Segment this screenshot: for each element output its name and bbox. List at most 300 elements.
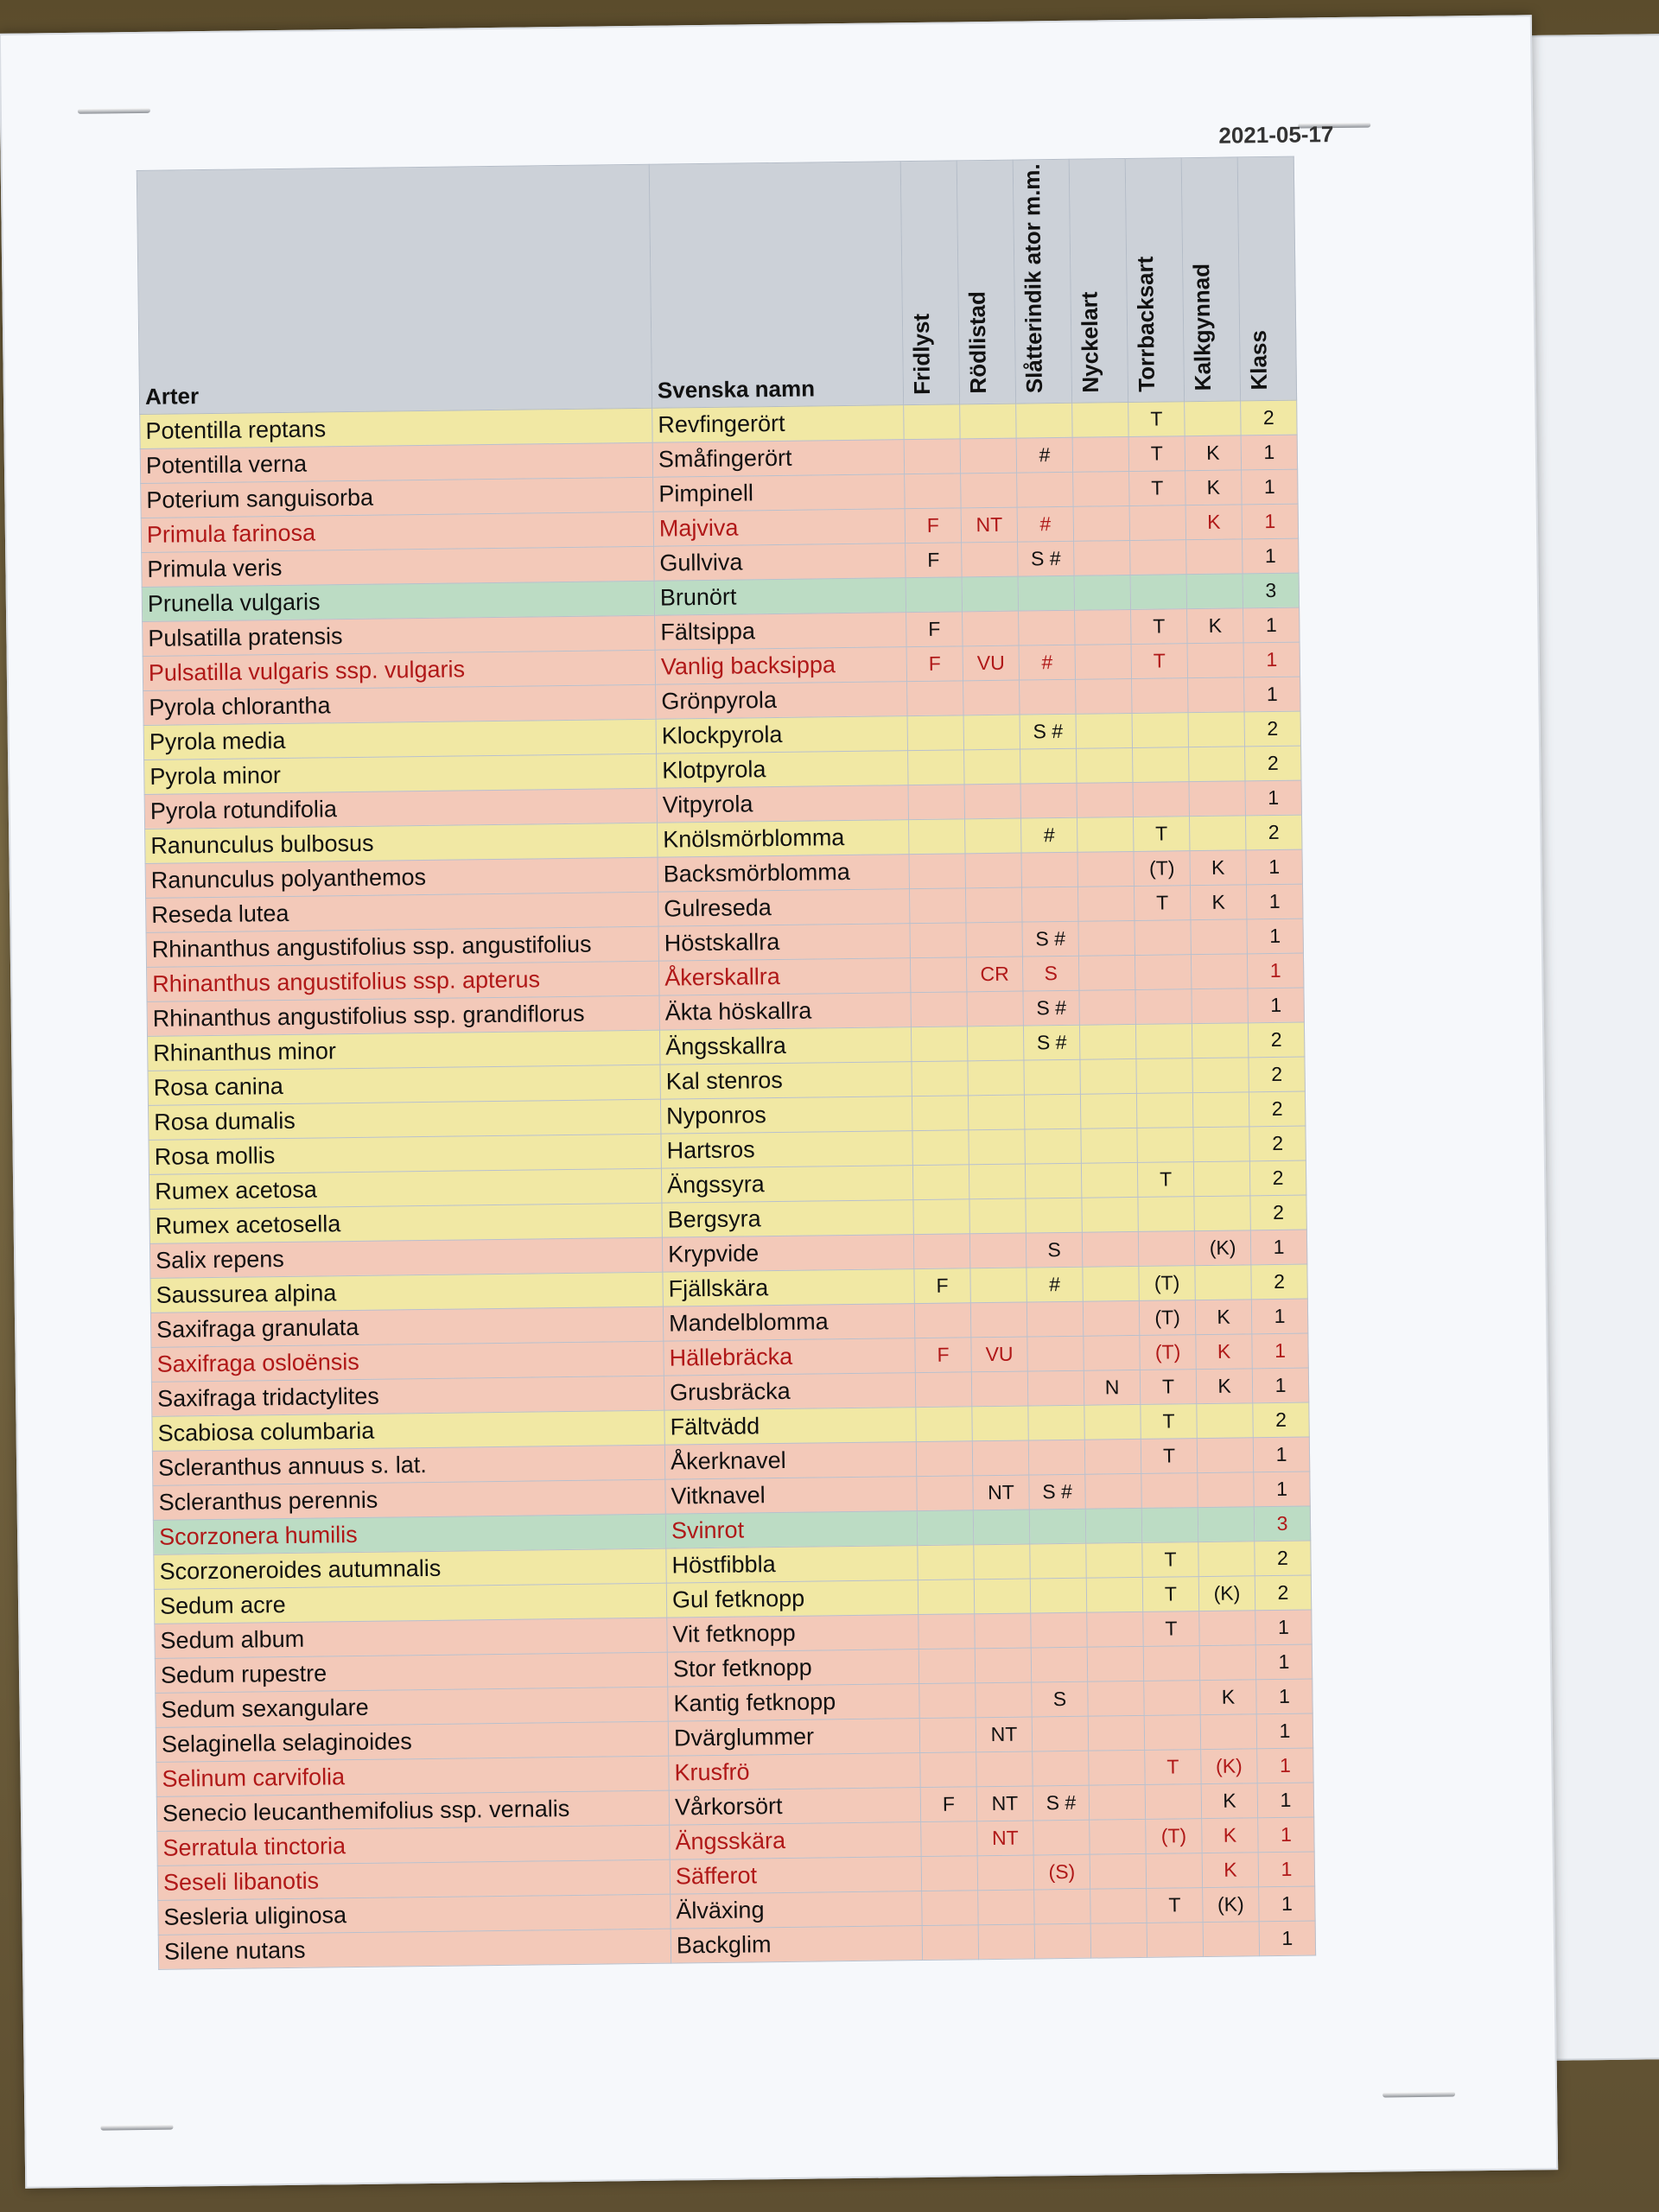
- species-latin-name: Sedum album: [155, 1618, 667, 1658]
- fridlyst-cell: [922, 1891, 978, 1926]
- kalkgynnad-cell: [1186, 539, 1243, 575]
- slatter-cell: [1020, 679, 1076, 715]
- kalkgynnad-cell: (K): [1194, 1230, 1250, 1266]
- klass-cell: 1: [1256, 1713, 1313, 1749]
- species-swedish-name: Ängsskallra: [659, 1027, 911, 1065]
- slatter-cell: [1030, 1578, 1086, 1613]
- species-swedish-name: Stor fetknopp: [667, 1649, 918, 1687]
- torrbacksart-cell: T: [1143, 1611, 1199, 1646]
- rodlistad-cell: VU: [963, 645, 1019, 681]
- kalkgynnad-cell: K: [1187, 608, 1243, 644]
- species-swedish-name: Ängsskära: [670, 1821, 921, 1859]
- torrbacksart-cell: T: [1134, 817, 1190, 852]
- slatter-cell: [1016, 403, 1072, 438]
- species-latin-name: Selinum carvifolia: [156, 1756, 669, 1796]
- kalkgynnad-cell: K: [1190, 850, 1246, 886]
- fridlyst-cell: F: [920, 1787, 976, 1822]
- fridlyst-cell: [917, 1476, 973, 1511]
- fridlyst-cell: [919, 1718, 976, 1753]
- slatter-cell: (S): [1033, 1854, 1090, 1890]
- fridlyst-cell: [918, 1649, 975, 1684]
- rodlistad-cell: [970, 1268, 1027, 1303]
- species-swedish-name: Klotpyrola: [657, 750, 908, 788]
- nyckelart-cell: [1083, 1300, 1139, 1336]
- slatter-cell: S #: [1020, 714, 1076, 749]
- torrbacksart-cell: [1132, 713, 1188, 748]
- slatter-cell: S: [1026, 1232, 1082, 1268]
- header-slatterindikator: Slåtterindik ator m.m.: [1013, 159, 1071, 404]
- species-latin-name: Scorzoneroides autumnalis: [154, 1548, 666, 1589]
- klass-cell: 1: [1251, 1299, 1307, 1334]
- klass-cell: 2: [1248, 1022, 1304, 1058]
- rodlistad-cell: [962, 542, 1018, 577]
- nyckelart-cell: [1074, 540, 1130, 575]
- klass-cell: 1: [1247, 953, 1303, 988]
- rodlistad-cell: [968, 1060, 1024, 1096]
- rodlistad-cell: [967, 991, 1023, 1027]
- species-latin-name: Senecio leucanthemifolius ssp. vernalis: [156, 1790, 669, 1831]
- fridlyst-cell: [912, 1096, 968, 1131]
- slatter-cell: [1028, 1440, 1084, 1475]
- rodlistad-cell: [968, 1095, 1024, 1130]
- fridlyst-cell: [915, 1372, 971, 1408]
- slatter-cell: [1029, 1509, 1085, 1544]
- species-swedish-name: Höstskallra: [658, 923, 910, 961]
- nyckelart-cell: [1082, 1197, 1138, 1232]
- torrbacksart-cell: T: [1131, 644, 1187, 679]
- kalkgynnad-cell: [1188, 712, 1244, 747]
- fridlyst-cell: [917, 1510, 973, 1546]
- fridlyst-cell: [911, 992, 967, 1027]
- klass-cell: 1: [1256, 1679, 1313, 1714]
- fridlyst-cell: [918, 1545, 974, 1580]
- kalkgynnad-cell: [1197, 1403, 1253, 1439]
- klass-cell: 1: [1259, 1886, 1315, 1922]
- kalkgynnad-cell: [1192, 1023, 1248, 1058]
- torrbacksart-cell: [1144, 1714, 1200, 1750]
- kalkgynnad-cell: (K): [1201, 1749, 1257, 1784]
- fridlyst-cell: [918, 1614, 975, 1649]
- nyckelart-cell: [1080, 1058, 1136, 1094]
- slatter-cell: [1027, 1370, 1084, 1406]
- species-swedish-name: Brunört: [654, 578, 906, 616]
- species-swedish-name: Gulreseda: [658, 888, 910, 926]
- slatter-cell: [1019, 610, 1075, 645]
- rodlistad-cell: NT: [973, 1475, 1029, 1510]
- klass-cell: 1: [1255, 1610, 1312, 1645]
- rodlistad-cell: [963, 611, 1019, 646]
- species-swedish-name: Grönpyrola: [656, 681, 907, 719]
- rodlistad-cell: [974, 1544, 1030, 1580]
- slatter-cell: #: [1016, 437, 1072, 473]
- torrbacksart-cell: [1147, 1922, 1203, 1957]
- nyckelart-cell: [1085, 1473, 1141, 1509]
- rodlistad-cell: [976, 1682, 1032, 1718]
- fridlyst-cell: [921, 1856, 977, 1891]
- klass-cell: 1: [1248, 988, 1304, 1023]
- slatter-cell: [1030, 1543, 1086, 1579]
- nyckelart-cell: [1072, 402, 1128, 437]
- torrbacksart-cell: T: [1141, 1403, 1197, 1439]
- kalkgynnad-cell: [1192, 988, 1248, 1024]
- kalkgynnad-cell: K: [1201, 1783, 1257, 1819]
- nyckelart-cell: [1079, 989, 1135, 1025]
- nyckelart-cell: [1081, 1128, 1137, 1163]
- torrbacksart-cell: [1135, 988, 1192, 1024]
- fridlyst-cell: [910, 923, 966, 958]
- staple: [78, 108, 150, 114]
- fridlyst-cell: [912, 1130, 969, 1166]
- fridlyst-cell: [904, 404, 960, 440]
- klass-cell: 2: [1255, 1575, 1311, 1611]
- nyckelart-cell: [1085, 1508, 1141, 1543]
- slatter-cell: S #: [1029, 1474, 1085, 1510]
- species-latin-name: Ranunculus polyanthemos: [145, 857, 658, 898]
- fridlyst-cell: [918, 1580, 974, 1615]
- klass-cell: 1: [1252, 1368, 1308, 1403]
- header-kalkgynnad: Kalkgynnad: [1181, 157, 1240, 402]
- nyckelart-cell: [1089, 1750, 1145, 1785]
- torrbacksart-cell: T: [1131, 609, 1187, 645]
- torrbacksart-cell: [1130, 540, 1186, 575]
- kalkgynnad-cell: (K): [1198, 1576, 1255, 1611]
- fridlyst-cell: [920, 1752, 976, 1788]
- species-latin-name: Sedum acre: [154, 1583, 666, 1624]
- species-latin-name: Rhinanthus angustifolius ssp. angustifolius: [146, 926, 658, 967]
- nyckelart-cell: [1075, 644, 1131, 679]
- species-swedish-name: Krypvide: [662, 1234, 913, 1272]
- torrbacksart-cell: (T): [1146, 1818, 1202, 1853]
- species-swedish-name: Vitpyrola: [657, 785, 908, 823]
- kalkgynnad-cell: [1188, 677, 1244, 713]
- species-latin-name: Sedum rupestre: [155, 1652, 667, 1693]
- torrbacksart-cell: (T): [1134, 851, 1190, 887]
- species-swedish-name: Fältsippa: [655, 612, 906, 650]
- rodlistad-cell: NT: [961, 507, 1017, 543]
- rodlistad-cell: [972, 1406, 1028, 1441]
- rodlistad-cell: [971, 1371, 1027, 1407]
- slatter-cell: [1027, 1336, 1084, 1371]
- kalkgynnad-cell: [1203, 1922, 1259, 1957]
- klass-cell: 1: [1242, 504, 1298, 539]
- kalkgynnad-cell: [1199, 1645, 1255, 1681]
- slatter-cell: [1033, 1820, 1090, 1855]
- nyckelart-cell: [1073, 505, 1129, 541]
- torrbacksart-cell: T: [1128, 436, 1185, 472]
- torrbacksart-cell: [1137, 1127, 1193, 1162]
- rodlistad-cell: NT: [976, 1717, 1032, 1752]
- rodlistad-cell: [975, 1648, 1031, 1683]
- klass-cell: 2: [1245, 815, 1301, 850]
- nyckelart-cell: [1079, 1024, 1135, 1059]
- species-latin-name: Pulsatilla vulgaris ssp. vulgaris: [143, 650, 655, 690]
- species-swedish-name: Klockpyrola: [656, 715, 907, 753]
- rodlistad-cell: [960, 438, 1016, 474]
- fridlyst-cell: [911, 1027, 967, 1062]
- species-latin-name: Pyrola chlorantha: [143, 684, 656, 725]
- fridlyst-cell: [916, 1441, 972, 1477]
- torrbacksart-cell: [1133, 747, 1189, 783]
- klass-cell: 3: [1243, 573, 1299, 608]
- fridlyst-cell: [913, 1234, 969, 1269]
- species-swedish-name: Nyponros: [660, 1096, 912, 1134]
- rodlistad-cell: [973, 1510, 1029, 1545]
- species-latin-name: Pyrola minor: [144, 753, 657, 794]
- species-latin-name: Rosa canina: [148, 1065, 660, 1105]
- species-swedish-name: Äkta höskallra: [659, 992, 911, 1030]
- klass-cell: 1: [1243, 538, 1299, 574]
- rodlistad-cell: [975, 1613, 1031, 1649]
- torrbacksart-cell: [1135, 1023, 1192, 1058]
- fridlyst-cell: F: [906, 612, 963, 647]
- slatter-cell: S: [1032, 1681, 1088, 1717]
- rodlistad-cell: [961, 473, 1017, 508]
- nyckelart-cell: [1087, 1646, 1143, 1681]
- species-swedish-name: Knölsmörblomma: [658, 819, 909, 857]
- klass-cell: 2: [1253, 1402, 1309, 1438]
- fridlyst-cell: [914, 1303, 970, 1338]
- slatter-cell: [1024, 1059, 1080, 1095]
- rodlistad-cell: NT: [977, 1821, 1033, 1856]
- slatter-cell: [1018, 575, 1074, 611]
- torrbacksart-cell: T: [1145, 1749, 1201, 1784]
- torrbacksart-cell: T: [1142, 1541, 1198, 1577]
- species-latin-name: Sedum sexangulare: [156, 1687, 668, 1727]
- rodlistad-cell: [960, 404, 1016, 439]
- species-swedish-name: Åkerknavel: [664, 1441, 916, 1479]
- rodlistad-cell: [978, 1924, 1034, 1960]
- klass-cell: 1: [1247, 918, 1303, 954]
- nyckelart-cell: [1086, 1577, 1142, 1612]
- kalkgynnad-cell: K: [1195, 1300, 1251, 1335]
- species-swedish-name: Höstfibbla: [666, 1545, 918, 1583]
- klass-cell: 1: [1243, 642, 1300, 677]
- nyckelart-cell: [1088, 1715, 1144, 1751]
- nyckelart-cell: [1086, 1542, 1142, 1578]
- slatter-cell: [1026, 1198, 1082, 1233]
- nyckelart-cell: [1090, 1819, 1146, 1854]
- klass-cell: 2: [1249, 1091, 1305, 1127]
- klass-cell: 2: [1241, 400, 1297, 435]
- slatter-cell: S #: [1033, 1785, 1089, 1821]
- header-arter: Arter: [137, 164, 652, 414]
- kalkgynnad-cell: K: [1196, 1334, 1252, 1370]
- nyckelart-cell: [1076, 713, 1132, 748]
- species-swedish-name: Vanlig backsippa: [655, 646, 906, 684]
- fridlyst-cell: [904, 439, 960, 474]
- species-swedish-name: Åkerskallra: [658, 957, 910, 995]
- species-latin-name: Scorzonera humilis: [153, 1514, 665, 1554]
- fridlyst-cell: [921, 1821, 977, 1857]
- kalkgynnad-cell: [1191, 954, 1247, 989]
- rodlistad-cell: [969, 1129, 1025, 1165]
- fridlyst-cell: [909, 819, 965, 855]
- species-latin-name: Poterium sanguisorba: [141, 477, 653, 518]
- slatter-cell: [1025, 1163, 1081, 1198]
- kalkgynnad-cell: [1198, 1507, 1254, 1542]
- torrbacksart-cell: (T): [1139, 1300, 1195, 1335]
- kalkgynnad-cell: [1192, 1092, 1249, 1128]
- nyckelart-cell: [1077, 817, 1134, 852]
- header-fridlyst: Fridlyst: [900, 161, 959, 405]
- nyckelart-cell: [1077, 886, 1134, 921]
- kalkgynnad-cell: [1189, 816, 1245, 851]
- species-swedish-name: Hällebräcka: [664, 1338, 915, 1376]
- kalkgynnad-cell: [1197, 1438, 1253, 1473]
- species-swedish-name: Vit fetknopp: [667, 1614, 918, 1652]
- slatter-cell: [1028, 1405, 1084, 1440]
- species-latin-name: Potentilla reptans: [140, 408, 652, 448]
- klass-cell: 2: [1255, 1541, 1311, 1576]
- rodlistad-cell: [972, 1440, 1028, 1476]
- rodlistad-cell: [965, 887, 1021, 923]
- rodlistad-cell: [970, 1302, 1027, 1338]
- klass-cell: 1: [1242, 469, 1298, 505]
- kalkgynnad-cell: [1198, 1541, 1255, 1577]
- rodlistad-cell: [977, 1855, 1033, 1891]
- species-swedish-name: Ängssyra: [661, 1165, 912, 1203]
- kalkgynnad-cell: K: [1196, 1369, 1252, 1404]
- klass-cell: 1: [1245, 780, 1301, 816]
- torrbacksart-cell: T: [1137, 1161, 1193, 1197]
- species-latin-name: Rumex acetosa: [149, 1168, 661, 1209]
- torrbacksart-cell: [1135, 954, 1191, 989]
- kalkgynnad-cell: [1195, 1265, 1251, 1300]
- nyckelart-cell: [1084, 1439, 1141, 1474]
- rodlistad-cell: [976, 1751, 1033, 1787]
- torrbacksart-cell: [1138, 1196, 1194, 1231]
- kalkgynnad-cell: [1189, 747, 1245, 782]
- species-swedish-name: Pimpinell: [653, 474, 905, 512]
- fridlyst-cell: [912, 1165, 969, 1200]
- torrbacksart-cell: (T): [1140, 1334, 1196, 1370]
- fridlyst-cell: [907, 681, 963, 716]
- rodlistad-cell: [965, 818, 1021, 854]
- species-swedish-name: Bergsyra: [662, 1199, 913, 1237]
- species-latin-name: Silene nutans: [158, 1929, 671, 1969]
- species-latin-name: Pulsatilla pratensis: [143, 615, 655, 656]
- species-swedish-name: Backglim: [671, 1925, 922, 1963]
- fridlyst-cell: [913, 1199, 969, 1235]
- slatter-cell: [1020, 783, 1077, 818]
- rodlistad-cell: [974, 1579, 1030, 1614]
- species-latin-name: Saxifraga granulata: [150, 1306, 663, 1347]
- torrbacksart-cell: [1141, 1507, 1198, 1542]
- fridlyst-cell: [922, 1925, 978, 1961]
- slatter-cell: S: [1022, 956, 1078, 991]
- klass-cell: 1: [1243, 607, 1300, 643]
- kalkgynnad-cell: [1194, 1196, 1250, 1231]
- klass-cell: 1: [1257, 1748, 1313, 1783]
- torrbacksart-cell: [1146, 1853, 1202, 1888]
- kalkgynnad-cell: [1200, 1714, 1256, 1750]
- klass-cell: 1: [1255, 1644, 1312, 1680]
- species-latin-name: Rhinanthus minor: [148, 1030, 660, 1071]
- slatter-cell: [1024, 1094, 1080, 1129]
- torrbacksart-cell: [1133, 782, 1189, 817]
- species-swedish-name: Vitknavel: [665, 1476, 917, 1514]
- kalkgynnad-cell: [1198, 1472, 1254, 1508]
- torrbacksart-cell: [1130, 575, 1186, 610]
- species-latin-name: Prunella vulgaris: [142, 581, 654, 621]
- fridlyst-cell: [909, 854, 965, 889]
- species-swedish-name: Revfingerört: [652, 405, 904, 443]
- torrbacksart-cell: [1143, 1645, 1199, 1681]
- species-latin-name: Reseda lutea: [146, 892, 658, 932]
- nyckelart-cell: [1074, 575, 1130, 610]
- klass-cell: 1: [1254, 1471, 1310, 1507]
- slatter-cell: [1025, 1128, 1081, 1164]
- slatter-cell: [1027, 1301, 1083, 1337]
- fridlyst-cell: F: [906, 646, 963, 682]
- species-latin-name: Selaginella selaginoides: [156, 1721, 668, 1762]
- rodlistad-cell: NT: [976, 1786, 1033, 1821]
- species-swedish-name: Fältvädd: [664, 1407, 916, 1445]
- fridlyst-cell: [908, 785, 964, 820]
- staple: [100, 2125, 173, 2131]
- species-swedish-name: Hartsros: [661, 1130, 912, 1168]
- klass-cell: 2: [1244, 711, 1300, 747]
- species-swedish-name: Gullviva: [654, 543, 906, 582]
- species-latin-name: Scleranthus annuus s. lat.: [152, 1445, 664, 1485]
- nyckelart-cell: N: [1084, 1370, 1140, 1405]
- torrbacksart-cell: [1141, 1472, 1198, 1508]
- nyckelart-cell: [1075, 609, 1131, 645]
- rodlistad-cell: [962, 576, 1018, 612]
- rodlistad-cell: [969, 1233, 1026, 1268]
- species-latin-name: Potentilla verna: [140, 442, 652, 483]
- species-swedish-name: Kantig fetknopp: [668, 1683, 919, 1721]
- species-swedish-name: Mandelblomma: [663, 1303, 914, 1341]
- nyckelart-cell: [1078, 955, 1135, 990]
- slatter-cell: [1034, 1889, 1090, 1924]
- species-swedish-name: Grusbräcka: [664, 1372, 915, 1410]
- kalkgynnad-cell: [1193, 1161, 1249, 1197]
- kalkgynnad-cell: [1191, 919, 1247, 955]
- fridlyst-cell: F: [915, 1338, 971, 1373]
- klass-cell: 1: [1258, 1852, 1314, 1887]
- kalkgynnad-cell: (K): [1203, 1887, 1259, 1923]
- torrbacksart-cell: T: [1141, 1438, 1197, 1473]
- klass-cell: 1: [1259, 1921, 1315, 1956]
- nyckelart-cell: [1084, 1404, 1141, 1440]
- species-swedish-name: Kal stenros: [660, 1061, 912, 1099]
- kalkgynnad-cell: [1189, 781, 1245, 817]
- klass-cell: 1: [1244, 677, 1300, 712]
- header-svenska-namn: Svenska namn: [649, 162, 903, 408]
- species-latin-name: Scabiosa columbaria: [152, 1410, 664, 1451]
- rodlistad-cell: [964, 784, 1020, 819]
- nyckelart-cell: [1090, 1853, 1146, 1889]
- fridlyst-cell: [919, 1683, 976, 1719]
- kalkgynnad-cell: K: [1202, 1818, 1258, 1853]
- species-latin-name: Salix repens: [149, 1237, 662, 1278]
- slatter-cell: #: [1017, 506, 1073, 542]
- header-klass: Klass: [1237, 156, 1296, 401]
- klass-cell: 2: [1249, 1057, 1305, 1092]
- species-swedish-name: Småfingerört: [652, 440, 904, 478]
- species-table: [137, 156, 1316, 1970]
- nyckelart-cell: [1083, 1266, 1139, 1301]
- species-swedish-name: Säfferot: [670, 1856, 921, 1894]
- kalkgynnad-cell: K: [1185, 470, 1242, 505]
- nyckelart-cell: [1090, 1923, 1147, 1958]
- slatter-cell: [1033, 1751, 1089, 1786]
- species-latin-name: Saussurea alpina: [150, 1272, 663, 1313]
- klass-cell: 2: [1249, 1126, 1306, 1161]
- nyckelart-cell: [1090, 1888, 1147, 1923]
- klass-cell: 2: [1250, 1195, 1306, 1230]
